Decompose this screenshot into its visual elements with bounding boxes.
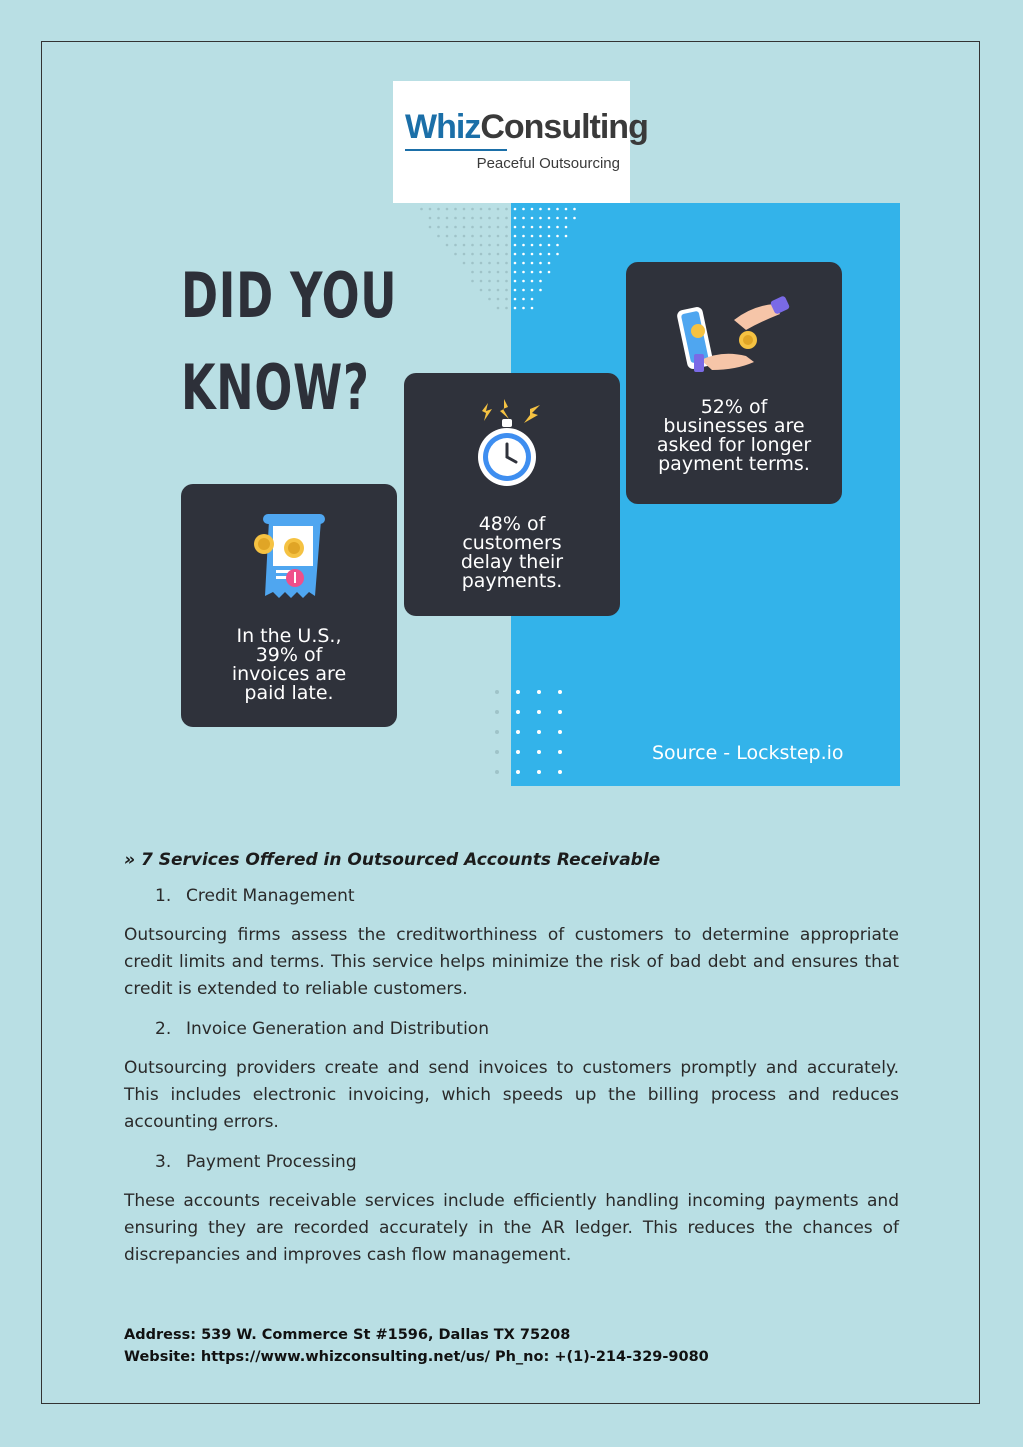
stat-card-longer-terms bbox=[626, 262, 842, 504]
stat-text: 48% of customers delay their payments. bbox=[460, 513, 564, 592]
phone-hand-coin-icon bbox=[626, 290, 842, 389]
service-heading-1: 1. Credit Management bbox=[155, 886, 355, 906]
address-line: Address: 539 W. Commerce St #1596, Dallas TX 75208 bbox=[124, 1327, 571, 1343]
invoice-coins-icon bbox=[181, 510, 397, 609]
service-heading-2: 2. Invoice Generation and Distribution bbox=[155, 1019, 489, 1039]
stopwatch-icon bbox=[404, 399, 620, 498]
logo-underline bbox=[405, 149, 507, 151]
stat-card-invoices-late bbox=[181, 484, 397, 727]
service-description-3: These accounts receivable services include efficiently handling incoming payments and ensuring they are recorded accurately in the AR ledger. This reduces the chances of discrepancies and improves cash flow management. bbox=[124, 1191, 899, 1265]
service-description-1: Outsourcing firms assess the creditworthiness of customers to determine appropriate credit limits and terms. This service helps minimize the risk of bad debt and ensures that credit is extended to reliable customers. bbox=[124, 925, 899, 999]
contact-footer bbox=[124, 1324, 899, 1368]
logo-wordmark: WhizConsulting bbox=[405, 108, 648, 146]
logo-tagline: Peaceful Outsourcing bbox=[476, 155, 620, 172]
source-credit: Source - Lockstep.io bbox=[652, 742, 844, 764]
section-heading: » 7 Services Offered in Outsourced Accounts Receivable bbox=[124, 850, 661, 870]
stat-text: In the U.S., 39% of invoices are paid late. bbox=[231, 625, 347, 704]
stat-card-delay-payments bbox=[404, 373, 620, 616]
company-logo bbox=[393, 81, 648, 203]
infographic-headline: DID YOU KNOW? bbox=[181, 259, 398, 424]
dots-triangle-decoration bbox=[375, 205, 580, 320]
service-heading-3: 3. Payment Processing bbox=[155, 1152, 357, 1172]
service-description-2: Outsourcing providers create and send invoices to customers promptly and accurately. This includes electronic invoicing, which speeds up the billing process and reduces accounting errors. bbox=[124, 1058, 899, 1132]
website-phone-line: Website: https://www.whizconsulting.net/us/ Ph_no: +(1)-214-329-9080 bbox=[124, 1349, 709, 1365]
article-body bbox=[124, 850, 899, 1285]
dots-grid-decoration bbox=[490, 685, 570, 780]
stat-text: 52% of businesses are asked for longer payment terms. bbox=[656, 396, 812, 475]
